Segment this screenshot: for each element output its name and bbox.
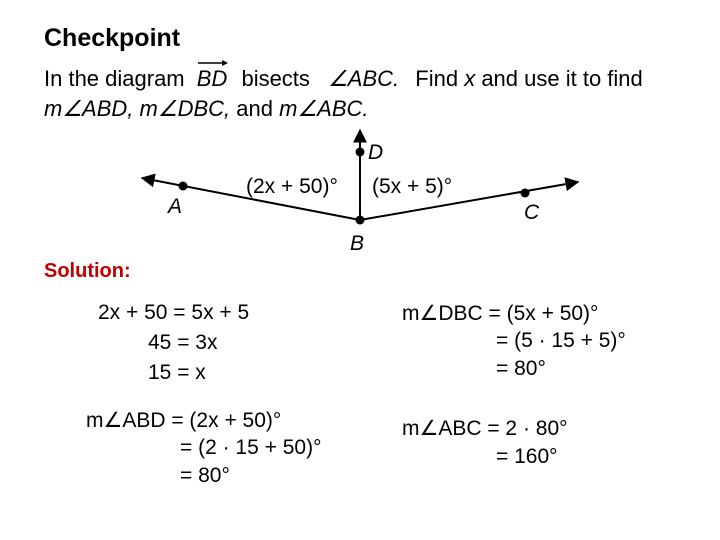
point-c [521, 189, 530, 198]
equation-3: 15 = x [148, 361, 206, 384]
abc-line-2: = 160° [496, 445, 558, 468]
label-c: C [524, 201, 540, 224]
abd-line-2: = (2 · 15 + 50)° [180, 436, 322, 459]
problem-angle-abd: m∠ABD, [44, 96, 134, 121]
problem-find-rest: and use it to find [481, 66, 643, 91]
equation-1: 2x + 50 = 5x + 5 [98, 301, 250, 324]
problem-angle-abc: m∠ABC. [279, 96, 369, 121]
label-d: D [368, 141, 384, 164]
problem-find: Find [415, 66, 459, 91]
problem-var-x: x [464, 66, 476, 91]
ray-bd: BD [197, 66, 228, 92]
label-a: A [168, 195, 183, 218]
problem-prefix: In the diagram [44, 66, 185, 91]
abd-line-1: m∠ABD = (2x + 50)° [86, 409, 282, 432]
angle-label-abd: (2x + 50)° [246, 175, 338, 198]
problem-angle: ∠ABC. [328, 66, 400, 91]
point-b [356, 216, 365, 225]
label-b: B [350, 232, 365, 255]
point-a [179, 182, 188, 191]
solution-label: Solution: [44, 260, 131, 282]
page-title: Checkpoint [44, 24, 181, 52]
dbc-line-3: = 80° [496, 357, 546, 380]
dbc-line-1: m∠DBC = (5x + 50)° [402, 302, 599, 325]
abd-line-3: = 80° [180, 464, 230, 487]
equation-2: 45 = 3x [148, 331, 218, 354]
problem-angle-dbc: m∠DBC, [139, 96, 231, 121]
angle-label-dbc: (5x + 5)° [372, 175, 453, 198]
abc-line-1: m∠ABC = 2 · 80° [402, 417, 568, 440]
problem-verb: bisects [241, 66, 310, 91]
problem-and: and [236, 96, 273, 121]
dbc-line-2: = (5 · 15 + 5)° [496, 329, 626, 352]
point-d [356, 148, 365, 157]
